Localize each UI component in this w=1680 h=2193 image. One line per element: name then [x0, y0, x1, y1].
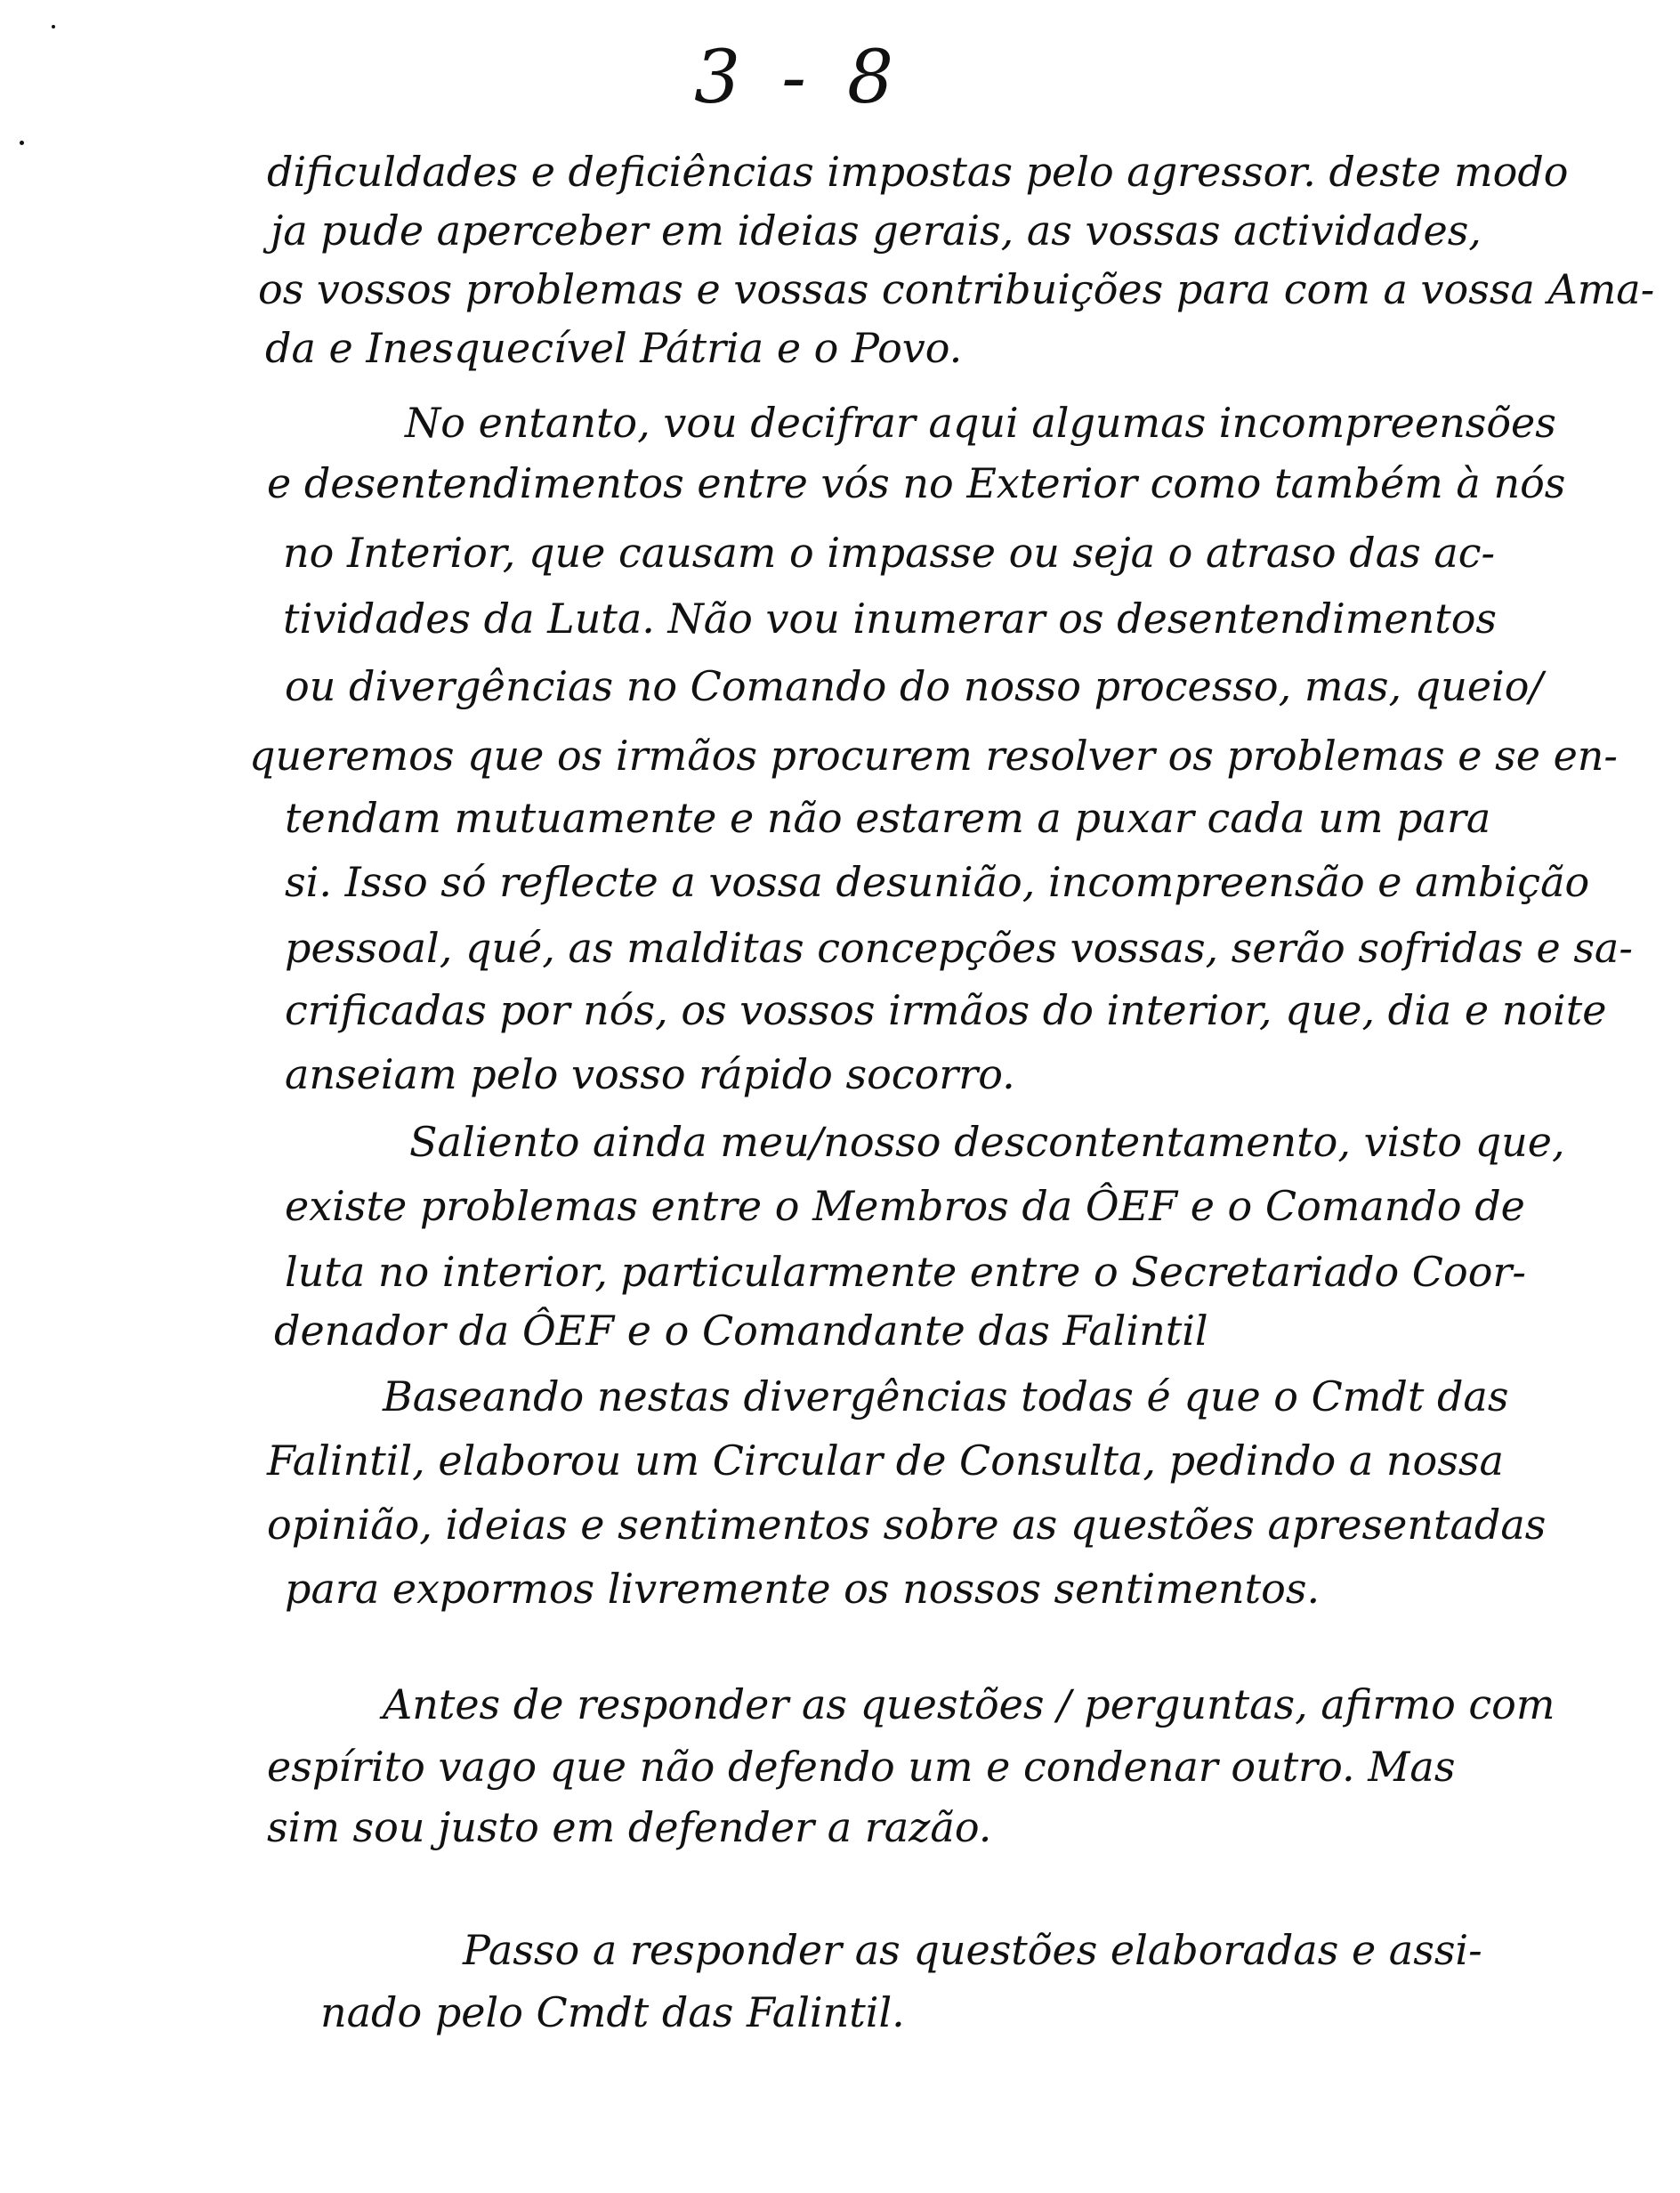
text-line: Passo a responder as questões elaboradas e assi-: [463, 1926, 1482, 1974]
text-line: Antes de responder as questões / perguntas, afirmo com: [383, 1680, 1555, 1728]
text-line: opinião, ideias e sentimentos sobre as questões apresentadas: [267, 1501, 1547, 1549]
text-line: tendam mutuamente e não estarem a puxar cada um para: [285, 794, 1491, 842]
scan-speck: [20, 141, 24, 145]
text-line: Falintil, elaborou um Circular de Consulta, pedindo a nossa: [267, 1436, 1504, 1485]
scan-speck: [52, 25, 55, 28]
text-line: os vossos problemas e vossas contribuições para com a vossa Ama-: [258, 265, 1655, 313]
text-line: anseiam pelo vosso rápido socorro.: [285, 1050, 1015, 1098]
text-line: no Interior, que causam o impasse ou seja o atraso das ac-: [283, 529, 1496, 577]
text-line: Baseando nestas divergências todas é que o Cmdt das: [383, 1372, 1509, 1420]
text-line: si. Isso só reflecte a vossa desunião, incompreensão e ambição: [285, 858, 1590, 906]
text-line: para expormos livremente os nossos sentimentos.: [285, 1565, 1321, 1613]
text-line: e desentendimentos entre vós no Exterior como também à nós: [267, 459, 1566, 507]
text-line: nado pelo Cmdt das Falintil.: [320, 1988, 905, 2036]
text-line: da e Inesquecível Pátria e o Povo.: [265, 324, 963, 372]
text-line: crificadas por nós, os vossos irmãos do interior, que, dia e noite: [285, 986, 1607, 1034]
text-line: pessoal, qué, as malditas concepções vossas, serão sofridas e sa-: [285, 924, 1633, 972]
page-number: 3 - 8: [694, 36, 903, 120]
text-line: espírito vago que não defendo um e condenar outro. Mas: [267, 1743, 1456, 1791]
text-line: existe problemas entre o Membros da ÔEF e o Comando de: [285, 1182, 1525, 1230]
text-line: tividades da Luta. Não vou inumerar os desentendimentos: [283, 595, 1498, 643]
text-line: ou divergências no Comando do nosso processo, mas, queio/: [285, 662, 1543, 710]
text-line: ja pude aperceber em ideias gerais, as vossas actividades,: [271, 206, 1482, 255]
text-line: No entanto, vou decifrar aqui algumas incompreensões: [405, 399, 1556, 447]
text-line: Saliento ainda meu/nosso descontentamento, visto que,: [409, 1118, 1565, 1166]
text-line: dificuldades e deficiências impostas pelo agressor. deste modo: [267, 148, 1569, 196]
text-line: luta no interior, particularmente entre o Secretariado Coor-: [285, 1248, 1526, 1296]
text-line: sim sou justo em defender a razão.: [267, 1803, 992, 1851]
text-line: queremos que os irmãos procurem resolver os problemas e se en-: [249, 732, 1618, 780]
text-line: denador da ÔEF e o Comandante das Falintil: [274, 1307, 1208, 1355]
